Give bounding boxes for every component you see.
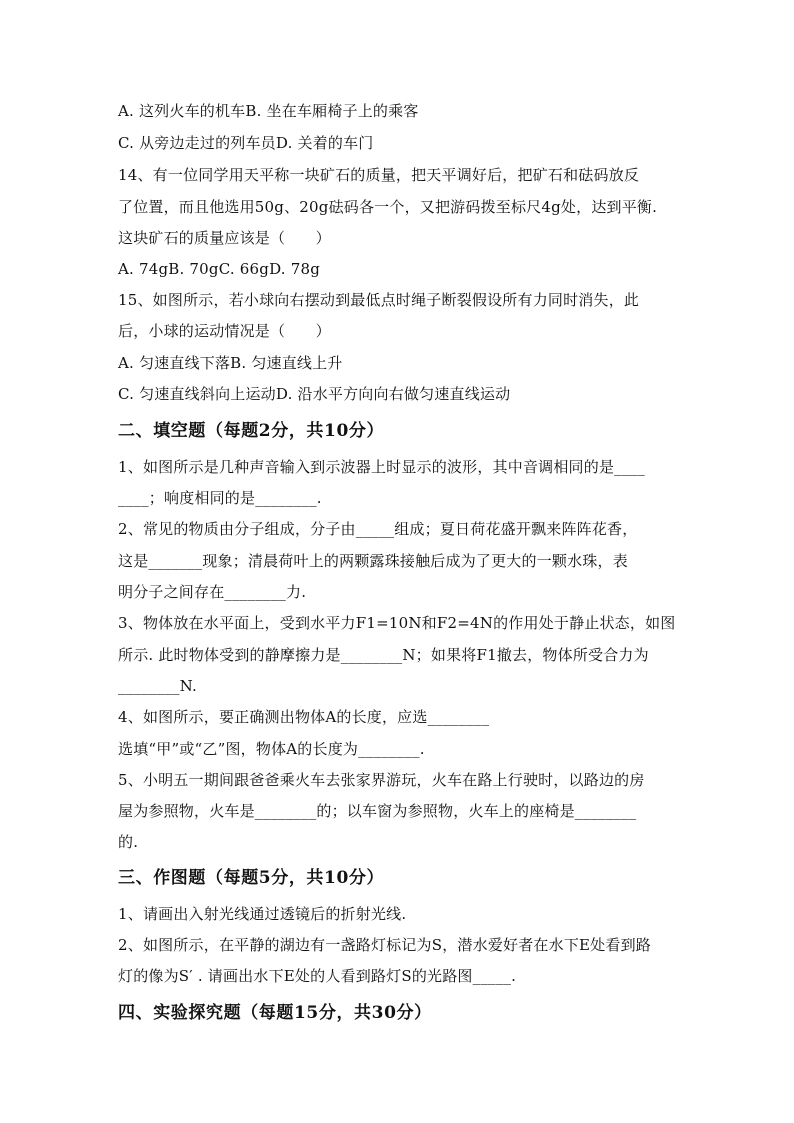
s2-q4-line2: 选填“甲”或“乙”图，物体A的长度为________. [118,740,425,758]
section4-heading: 四、实验探究题（每题15分，共30分） [118,1003,432,1023]
s2-q1-line1: 1、如图所示是几种声音输入到示波器上时显示的波形，其中音调相同的是____ [118,458,645,476]
section3-heading: 三、作图题（每题5分，共10分） [118,868,385,888]
q14-text-line2: 了位置，而且他选用50g、20g砝码各一个，又把游码拨至标尺4g处，达到平衡. [118,198,658,216]
section2-heading: 二、填空题（每题2分，共10分） [118,421,385,441]
s2-q3-line2: 所示. 此时物体受到的静摩擦力是________N；如果将F1撤去，物体所受合力为 [118,646,649,664]
q15-text-line2: 后，小球的运动情况是（ ） [118,322,331,340]
s2-q2-line2: 这是_______现象；清晨荷叶上的两颗露珠接触后成为了更大的一颗水珠，表 [118,552,628,570]
q14-options: A. 74gB. 70gC. 66gD. 78g [118,260,320,278]
s2-q3-line3: ________N. [118,677,197,695]
s3-q2-line2: 灯的像为S′ . 请画出水下E处的人看到路灯S的光路图_____. [118,967,517,985]
q14-text-line3: 这块矿石的质量应该是（ ） [118,229,331,247]
s2-q2-line3: 明分子之间存在________力. [118,583,307,601]
q15-text-line1: 15、如图所示，若小球向右摆动到最低点时绳子断裂假设所有力同时消失，此 [118,291,640,309]
s2-q1-line2: ____；响度相同的是________. [118,489,322,507]
s3-q2-line1: 2、如图所示，在平静的湖边有一盏路灯标记为S，潜水爱好者在水下E处看到路 [118,936,651,954]
s2-q5-line2: 屋为参照物，火车是________的；以车窗为参照物，火车上的座椅是________ [118,802,637,820]
s2-q4-line1: 4、如图所示，要正确测出物体A的长度，应选________ [118,708,490,726]
q13-options-ab: A. 这列火车的机车B. 坐在车厢椅子上的乘客 [118,102,419,120]
s2-q5-line1: 5、小明五一期间跟爸爸乘火车去张家界游玩，火车在路上行驶时，以路边的房 [118,771,645,789]
s2-q2-line1: 2、常见的物质由分子组成，分子由_____组成；夏日荷花盛开飘来阵阵花香， [118,520,638,538]
q15-options-cd: C. 匀速直线斜向上运动D. 沿水平方向向右做匀速直线运动 [118,385,511,403]
s2-q3-line1: 3、物体放在水平面上，受到水平力F1=10N和F2=4N的作用处于静止状态，如图 [118,614,676,632]
s3-q1: 1、请画出入射光线通过透镜后的折射光线. [118,905,407,923]
q14-text-line1: 14、有一位同学用天平称一块矿石的质量，把天平调好后，把矿石和砝码放反 [118,166,640,184]
q15-options-ab: A. 匀速直线下落B. 匀速直线上升 [118,354,343,372]
q13-options-cd: C. 从旁边走过的列车员D. 关着的车门 [118,134,374,152]
s2-q5-line3: 的. [118,833,139,851]
